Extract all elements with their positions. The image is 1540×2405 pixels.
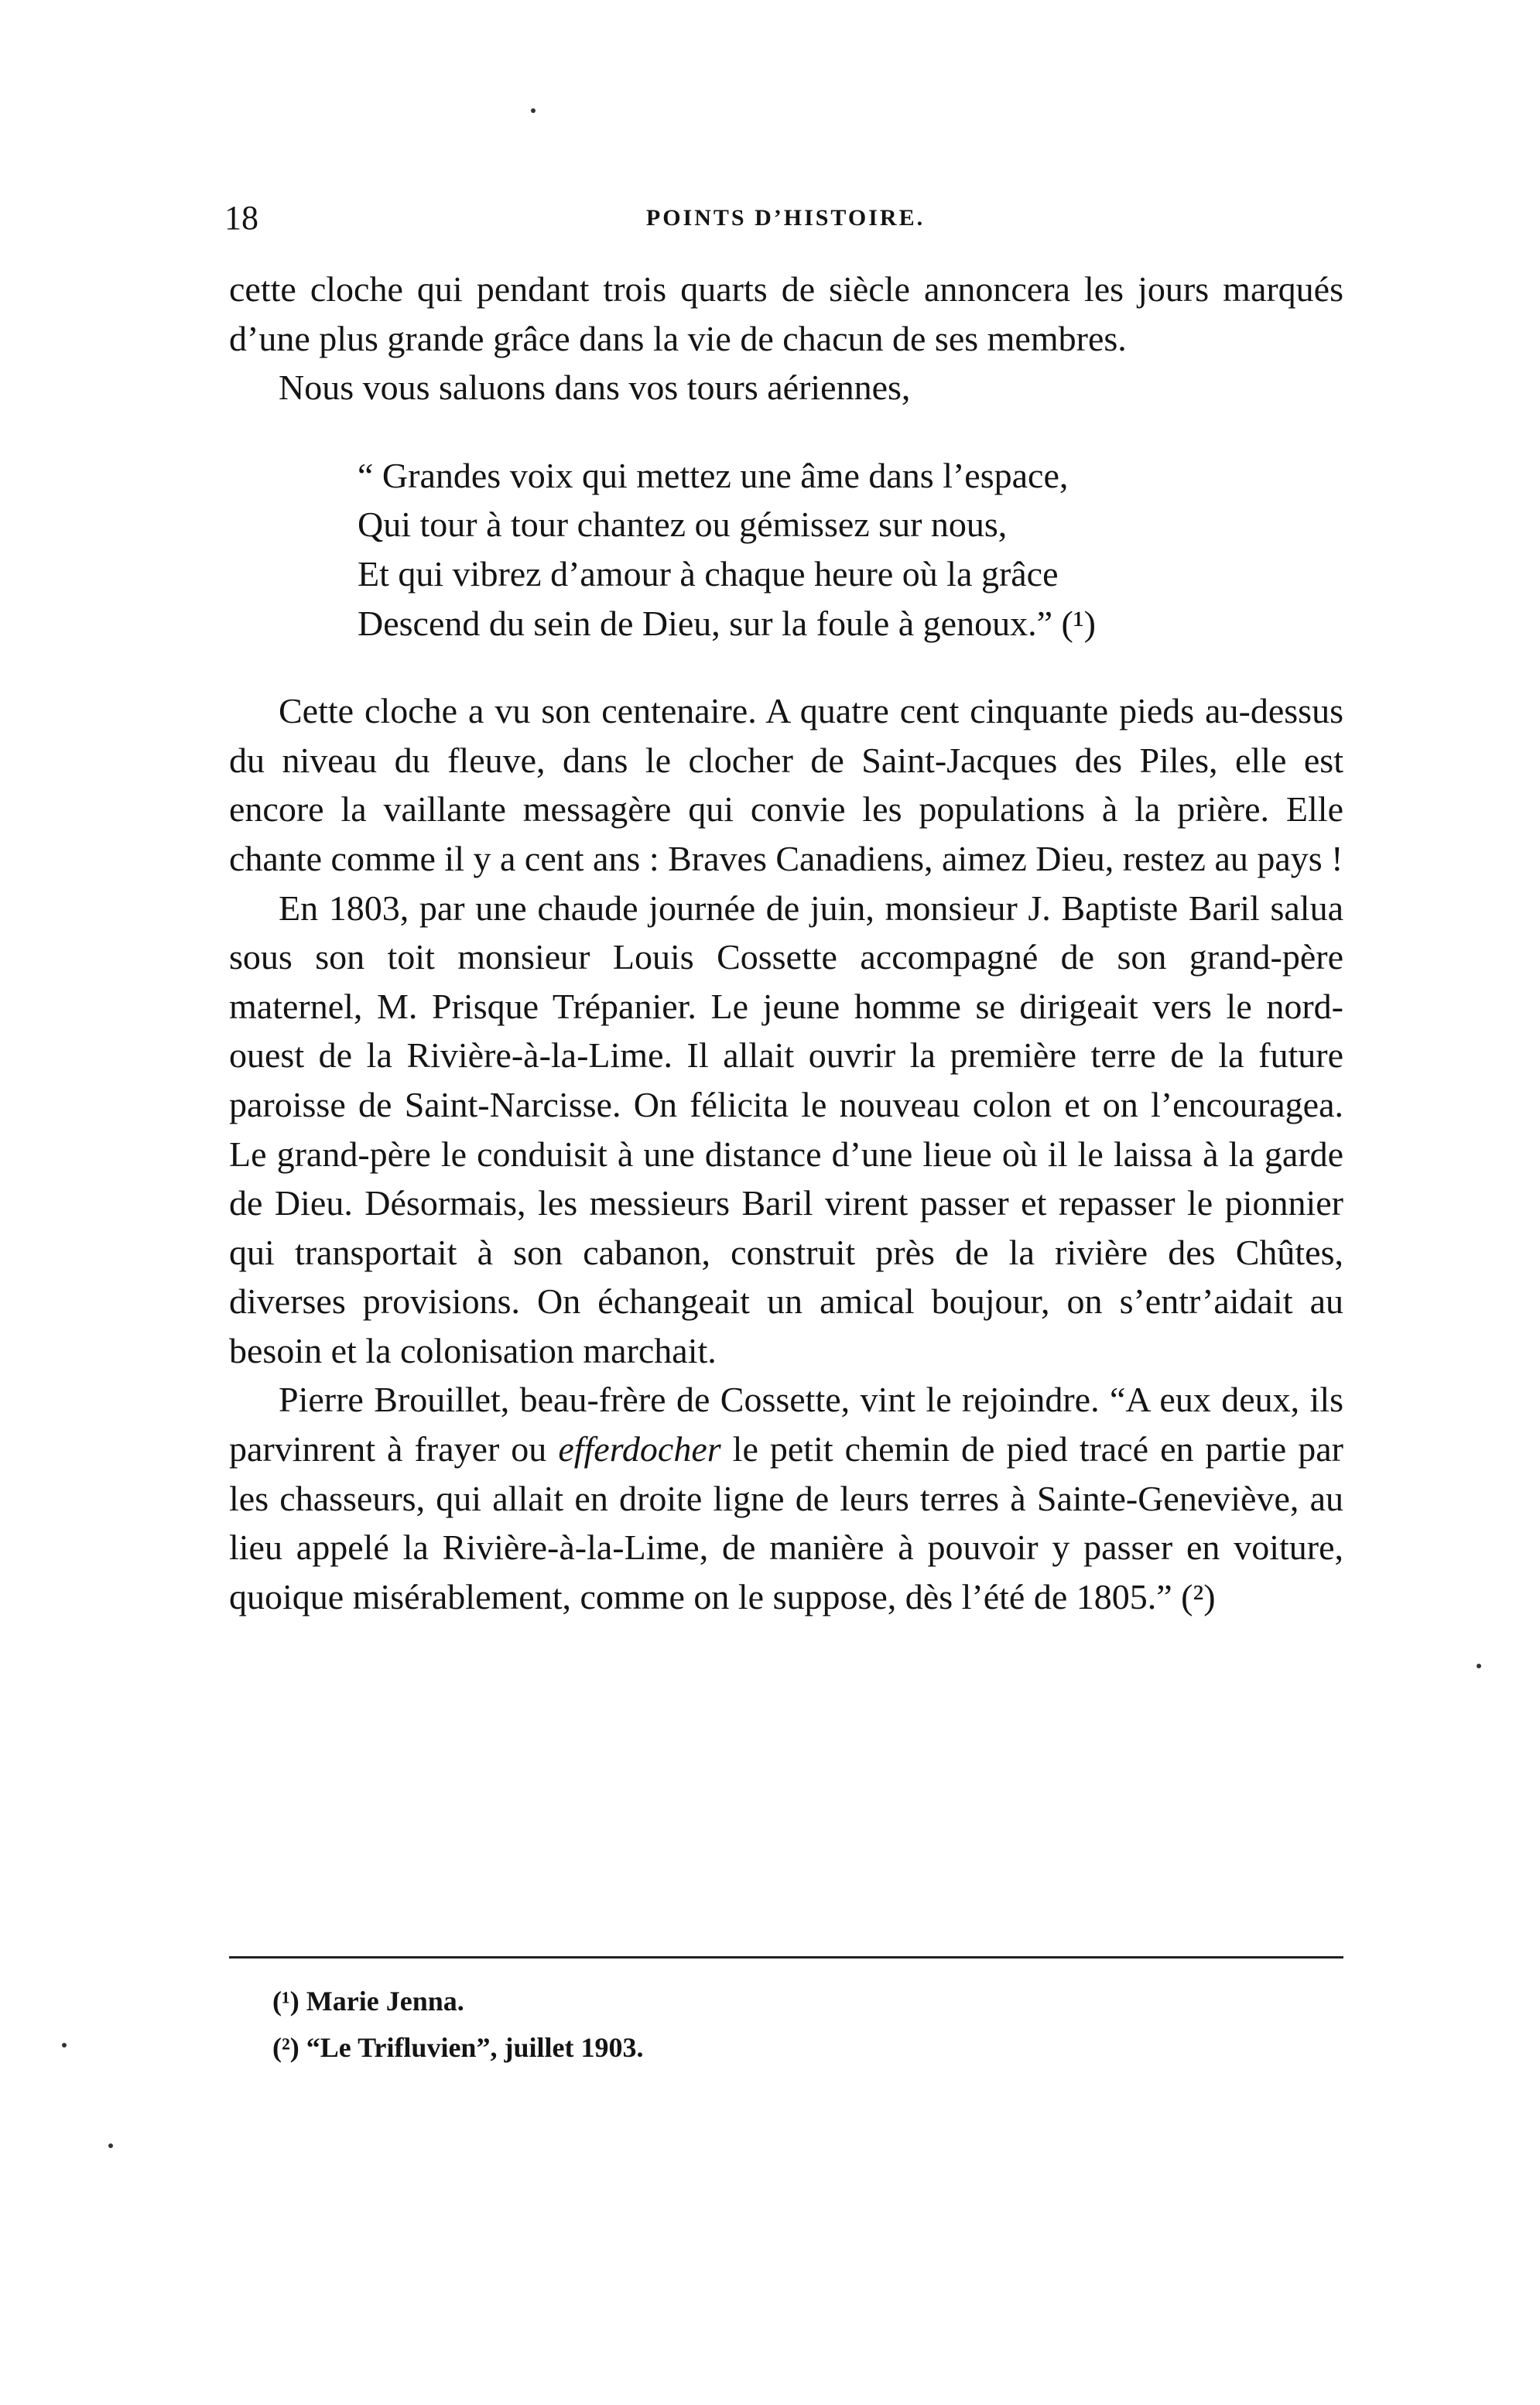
print-speck <box>108 2143 113 2148</box>
footnote-2-mark: (²) <box>272 2032 299 2063</box>
verse-line-4 <box>358 599 1343 648</box>
footnote-1-text: Marie Jenna. <box>306 1986 464 2017</box>
footnote-reference-2: (²) <box>1181 1576 1216 1616</box>
paragraph-centenaire: Cette cloche a vu son centenaire. A quatre cent cinquante pieds au-dessus du niveau du fleuve, dans le clocher de Saint-Jacques des Piles, elle est encore la vaillante messagère qui convie les populations à la prière. Elle chante comme il y a cent ans : Braves Canadiens, aimez Dieu, restez au pays ! <box>229 691 1343 878</box>
verse-line-2: Qui tour à tour chantez ou gémissez sur nous, <box>358 505 1008 545</box>
footnote-1 <box>272 1978 1278 2024</box>
footnotes <box>272 1978 1278 2071</box>
footnote-reference-1: (¹) <box>1061 603 1096 643</box>
page-header <box>224 195 1347 241</box>
footnote-2-text: “Le Trifluvien”, juillet 1903. <box>306 2032 644 2063</box>
footnote-1-mark: (¹) <box>272 1986 299 2017</box>
paragraph-continuation: cette cloche qui pendant trois quarts de siècle annoncera les jours marqués d’une plus grande grâce dans la vie de chacun de ses membres. <box>229 269 1343 358</box>
paragraph-salutation: Nous vous saluons dans vos tours aériennes, <box>279 368 911 408</box>
verse-line-3: Et qui vibrez d’amour à chaque heure où la grâce <box>358 553 1059 594</box>
paragraph-brouillet-end: le petit chemin de pied tracé en partie par les chasseurs, qui allait en droite ligne de leurs terres à Sainte-Geneviève, au lieu appelé la Rivière-à-la-Lime, de manière à pouvoir y passer en voiture, quoique misérablement, comme on le suppose, dès l’été de 1805.” <box>229 1429 1343 1616</box>
paragraph-1803: En 1803, par une chaude journée de juin, monsieur J. Baptiste Baril salua sous son toit monsieur Louis Cossette accompagné de son grand-père maternel, M. Prisque Trépanier. Le jeune homme se dirigeait vers le nord-ouest de la Rivière-à-la-Lime. Il allait ouvrir la première terre de la future paroisse de Saint-Narcisse. On félicita le nouveau colon et on l’encouragea. Le grand-père le conduisit à une distance d’une lieue où il le laissa à la garde de Dieu. Désormais, les messieurs Baril virent passer et repasser le pionnier qui transportait à son cabanon, construit près de la rivière des Chûtes, diverses provisions. On échangeait un amical boujour, on s’entr’aidait au besoin et la colonisation marchait. <box>229 888 1343 1370</box>
italic-term: efferdocher <box>558 1429 721 1469</box>
footnote-2 <box>272 2024 1278 2071</box>
verse-line-4-text: Descend du sein de Dieu, sur la foule à genoux.” <box>358 603 1052 643</box>
running-title: POINTS D’HISTOIRE. <box>645 205 926 231</box>
body-text <box>229 265 1343 1621</box>
paragraph-brouillet <box>229 1375 1343 1621</box>
paragraph-brouillet-start: Pierre Brouillet, beau-frère de Cossette, vint le rejoindre. “A eux deux, ils parvinrent à frayer ou <box>229 1380 1343 1469</box>
print-speck <box>531 108 536 113</box>
page-number: 18 <box>224 199 258 237</box>
verse-line-1: “ Grandes voix qui mettez une âme dans l’espace, <box>358 455 1069 495</box>
verse-quotation <box>229 451 1343 648</box>
footnote-divider <box>229 1956 1343 1959</box>
print-speck <box>62 2043 67 2048</box>
print-speck <box>1477 1664 1481 1668</box>
